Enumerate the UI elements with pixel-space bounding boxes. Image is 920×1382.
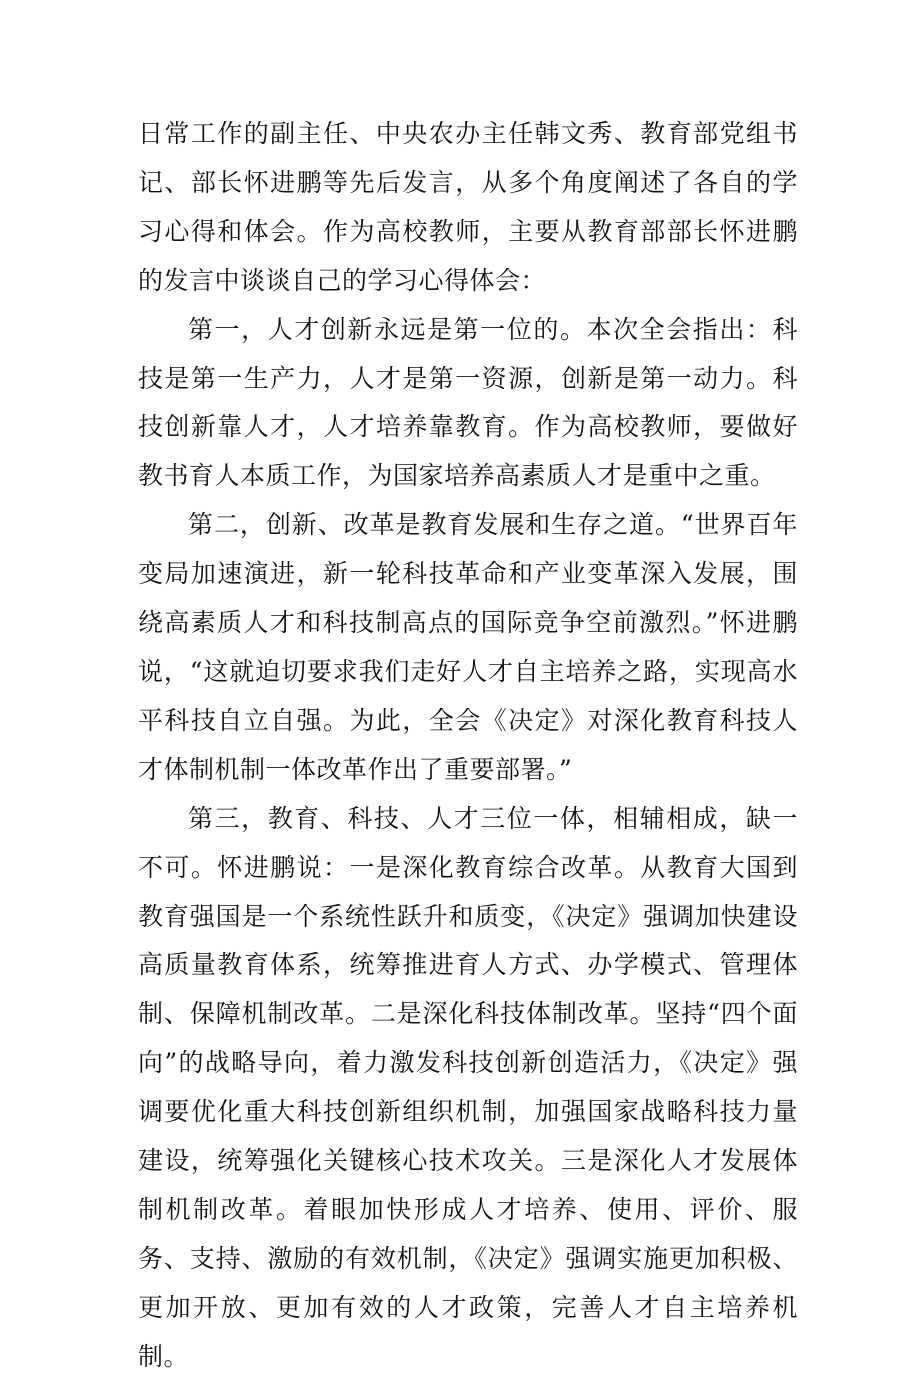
paragraph-intro: 日常工作的副主任、中央农办主任韩文秀、教育部党组书记、部长怀进鹏等先后发言，从多个角度阐述了各自的学习心得和体会。作为高校教师，主要从教育部部长怀进鹏的发言中谈谈自己的学习心得体会：: [138, 119, 798, 295]
paragraph-point-two: 第二，创新、改革是教育发展和生存之道。“世界百年变局加速演进，新一轮科技革命和产业变革深入发展，围绕高素质人才和科技制高点的国际竞争空前激烈。”怀进鹏说，“这就迫切要求我们走好人才自主培养之路，实现高水平科技自立自强。为此，全会《决定》对深化教育科技人才体制机制一体改革作出了重要部署。”: [138, 510, 798, 784]
document-body: [138, 110, 798, 1382]
paragraph-point-one: 第一，人才创新永远是第一位的。本次全会指出：科技是第一生产力，人才是第一资源，创新是第一动力。科技创新靠人才，人才培养靠教育。作为高校教师，要做好教书育人本质工作，为国家培养高素质人才是重中之重。: [138, 314, 798, 491]
paragraph-point-three: 第三，教育、科技、人才三位一体，相辅相成，缺一不可。怀进鹏说：一是深化教育综合改革。从教育大国到教育强国是一个系统性跃升和质变，《决定》强调加快建设高质量教育体系，统筹推进育人方式、办学模式、管理体制、保障机制改革。二是深化科技体制改革。坚持“四个面向”的战略导向，着力激发科技创新创造活力，《决定》强调要优化重大科技创新组织机制，加强国家战略科技力量建设，统筹强化关键核心技术攻关。三是深化人才发展体制机制改革。着眼加快形成人才培养、使用、评价、服务、支持、激励的有效机制，《决定》强调实施更加积极、更加开放、更加有效的人才政策，完善人才自主培养机制。: [138, 803, 798, 1371]
